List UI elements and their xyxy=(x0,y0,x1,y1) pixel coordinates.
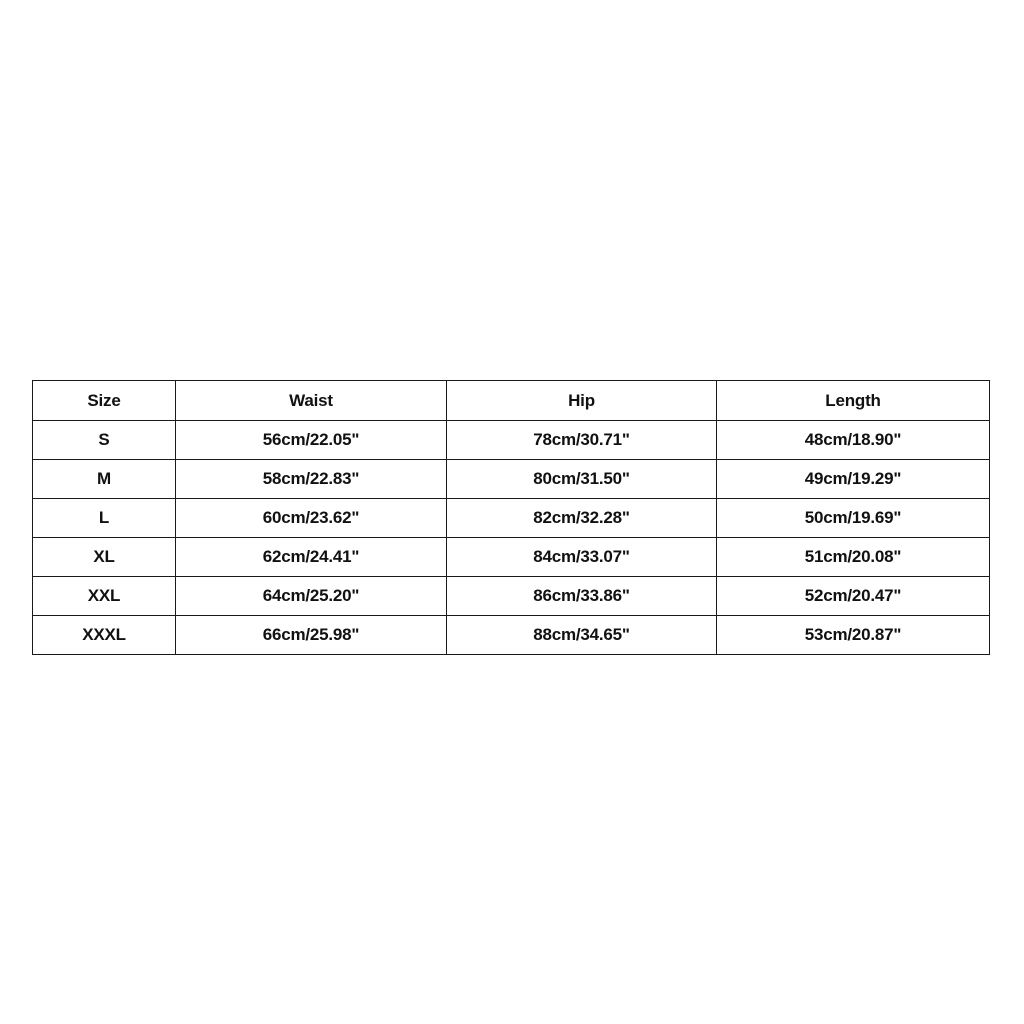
hip-cell: 78cm/30.71" xyxy=(447,421,717,460)
hip-cell: 84cm/33.07" xyxy=(447,538,717,577)
hip-cell: 80cm/31.50" xyxy=(447,460,717,499)
header-row xyxy=(33,381,990,421)
table-row xyxy=(33,460,990,499)
hip-cell: 88cm/34.65" xyxy=(447,616,717,655)
length-cell: 50cm/19.69" xyxy=(717,499,990,538)
table-row xyxy=(33,616,990,655)
table-row xyxy=(33,577,990,616)
waist-cell: 56cm/22.05" xyxy=(176,421,447,460)
length-cell: 49cm/19.29" xyxy=(717,460,990,499)
size-chart-body xyxy=(33,421,990,655)
hip-cell: 86cm/33.86" xyxy=(447,577,717,616)
size-cell: M xyxy=(33,460,176,499)
size-cell: S xyxy=(33,421,176,460)
length-cell: 52cm/20.47" xyxy=(717,577,990,616)
length-cell: 51cm/20.08" xyxy=(717,538,990,577)
size-chart-table xyxy=(32,380,990,655)
size-cell: L xyxy=(33,499,176,538)
waist-cell: 66cm/25.98" xyxy=(176,616,447,655)
waist-cell: 62cm/24.41" xyxy=(176,538,447,577)
table-row xyxy=(33,538,990,577)
size-cell: XXL xyxy=(33,577,176,616)
header-size: Size xyxy=(33,381,176,421)
size-cell: XXXL xyxy=(33,616,176,655)
table-row xyxy=(33,499,990,538)
header-hip: Hip xyxy=(447,381,717,421)
waist-cell: 58cm/22.83" xyxy=(176,460,447,499)
table-row xyxy=(33,421,990,460)
header-length: Length xyxy=(717,381,990,421)
waist-cell: 60cm/23.62" xyxy=(176,499,447,538)
waist-cell: 64cm/25.20" xyxy=(176,577,447,616)
header-waist: Waist xyxy=(176,381,447,421)
hip-cell: 82cm/32.28" xyxy=(447,499,717,538)
size-cell: XL xyxy=(33,538,176,577)
size-chart-header xyxy=(33,381,990,421)
length-cell: 48cm/18.90" xyxy=(717,421,990,460)
length-cell: 53cm/20.87" xyxy=(717,616,990,655)
